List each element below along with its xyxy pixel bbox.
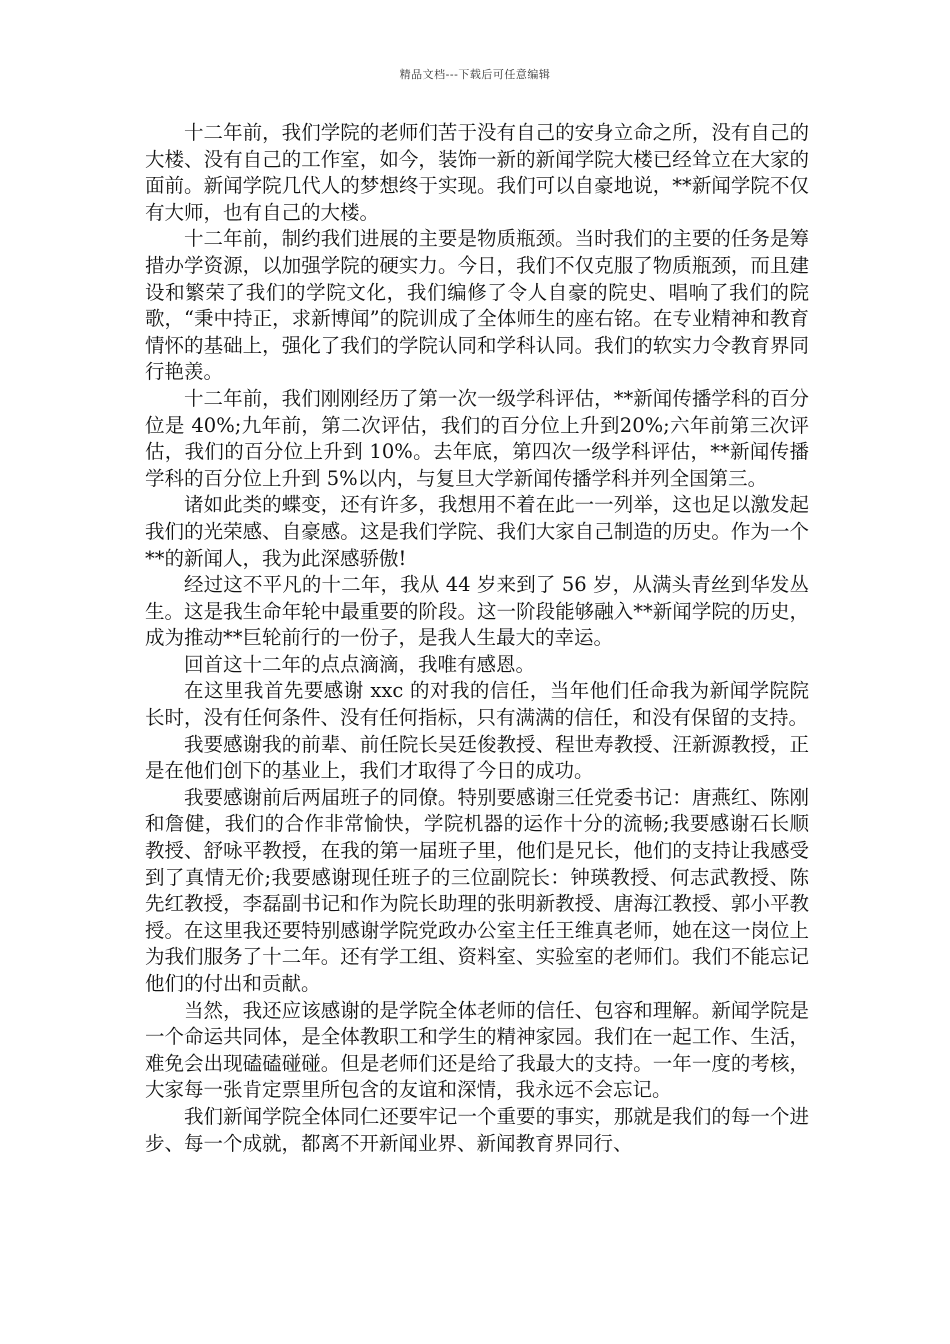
paragraph: 回首这十二年的点点滴滴，我唯有感恩。: [184, 652, 536, 676]
paragraph: 我要感谢前后两届班子的同僚。特别要感谢三任党委书记：唐燕红、陈刚和詹健，我们的合作非常愉快，学院机器的运作十分的流畅;我要感谢石长顺教授、舒咏平教授，在我的第一届班子里，他们是兄长，他们的支持让我感受到了真情无价;我要感谢现任班子的三位副院长：钟瑛教授、何志武教授、陈先红教授，李磊副书记和作为院长助理的张明新教授、唐海江教授、郭小平教授。在这里我还要特别感谢学院党政办公室主任王维真老师，她在这一岗位上为我们服务了十二年。还有学工组、资料室、实验室的老师们。我们不能忘记他们的付出和贡献。: [145, 785, 809, 995]
paragraph: 我们新闻学院全体同仁还要牢记一个重要的事实，那就是我们的每一个进步、每一个成就，都离不开新闻业界、新闻教育界同行、: [145, 1104, 809, 1155]
paragraph: 当然，我还应该感谢的是学院全体老师的信任、包容和理解。新闻学院是一个命运共同体，是全体教职工和学生的精神家园。我们在一起工作、生活，难免会出现磕磕碰碰。但是老师们还是给了我最大的支持。一年一度的考核，大家每一张肯定票里所包含的友谊和深情，我永远不会忘记。: [145, 998, 809, 1102]
paragraph: 十二年前，我们刚刚经历了第一次一级学科评估，**新闻传播学科的百分位是 40%;九年前，第二次评估，我们的百分位上升到20%;六年前第三次评估，我们的百分位上升到 10%。去年底，第四次一级学科评估，**新闻传播学科的百分位上升到 5%以内，与复旦大学新闻传播学科并列全国第三。: [145, 386, 809, 490]
paragraph: 十二年前，制约我们进展的主要是物质瓶颈。当时我们的主要的任务是筹措办学资源，以加强学院的硬实力。今日，我们不仅克服了物质瓶颈，而且建设和繁荣了我们的学院文化，我们编修了令人自豪的院史、唱响了我们的院歌，“秉中持正，求新博闻”的院训成了全体师生的座右铭。在专业精神和教育情怀的基础上，强化了我们的学院认同和学科认同。我们的软实力令教育界同行艳羡。: [145, 227, 809, 384]
paragraph: 十二年前，我们学院的老师们苦于没有自己的安身立命之所，没有自己的大楼、没有自己的工作室，如今，装饰一新的新闻学院大楼已经耸立在大家的面前。新闻学院几代人的梦想终于实现。我们可以自豪地说，**新闻学院不仅有大师，也有自己的大楼。: [145, 121, 809, 224]
paragraph: 诸如此类的蝶变，还有许多，我想用不着在此一一列举，这也足以激发起我们的光荣感、自豪感。这是我们学院、我们大家自己制造的历史。作为一个**的新闻人，我为此深感骄傲!: [145, 493, 809, 570]
paragraph: 在这里我首先要感谢 xxc 的对我的信任，当年他们任命我为新闻学院院长时，没有任何条件、没有任何指标，只有满满的信任，和没有保留的支持。: [145, 679, 809, 730]
page-header: 精品文档---下载后可任意编辑: [399, 68, 551, 81]
paragraph: 经过这不平凡的十二年，我从 44 岁来到了 56 岁，从满头青丝到华发丛生。这是我生命年轮中最重要的阶段。这一阶段能够融入**新闻学院的历史，成为推动**巨轮前行的一份子，是我人生最大的幸运。: [145, 573, 809, 650]
document-body: [145, 120, 809, 1157]
paragraph: 我要感谢我的前辈、前任院长吴廷俊教授、程世寿教授、汪新源教授，正是在他们创下的基业上，我们才取得了今日的成功。: [145, 732, 809, 783]
